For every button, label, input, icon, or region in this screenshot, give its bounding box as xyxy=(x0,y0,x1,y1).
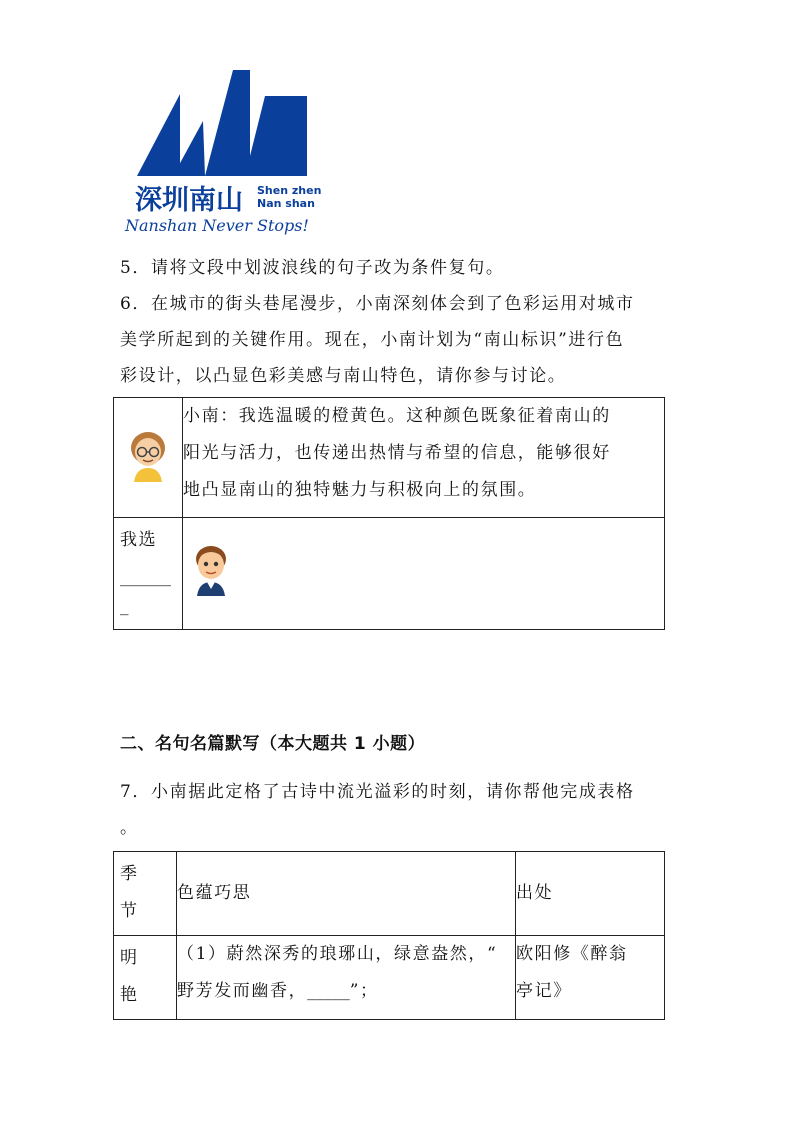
question-6 xyxy=(120,286,680,394)
question-5: 5．请将文段中划波浪线的句子改为条件复句。 xyxy=(120,258,505,278)
choice-blank-tail: _ xyxy=(120,596,131,616)
row-season-char-1: 明 xyxy=(120,948,139,968)
question-6-line-2: 美学所起到的关键作用。现在，小南计划为“南山标识”进行色 xyxy=(120,330,625,350)
header-content: 色蕴巧思 xyxy=(177,852,516,936)
choice-answer xyxy=(243,518,259,522)
dialog-avatar-cell xyxy=(114,398,183,518)
poem-blank[interactable]: _____ xyxy=(307,981,350,1001)
choice-label-cell xyxy=(114,518,183,630)
dialog-speech-cell xyxy=(183,398,665,518)
row-content-line-1: （1）蔚然深秀的琅琊山，绿意盎然，“ xyxy=(177,944,498,964)
girl-with-glasses-avatar-icon xyxy=(128,430,168,482)
dialog-line-1: 小南：我选温暖的橙黄色。这种颜色既象征着南山的 xyxy=(183,406,611,426)
section-2-title: 二、名句名篇默写（本大题共 1 小题） xyxy=(120,734,426,754)
row-source-line-2: 亭记》 xyxy=(516,981,572,1001)
row-source-line-1: 欧阳修《醉翁 xyxy=(516,944,628,964)
row-content-text: 野芳发而幽香， xyxy=(177,981,308,1001)
header-season xyxy=(114,852,177,936)
boy-avatar-icon xyxy=(193,544,229,596)
row-content xyxy=(177,936,516,1020)
row-season-char-2: 艳 xyxy=(120,985,139,1005)
row-source xyxy=(516,936,665,1020)
header-source: 出处 xyxy=(516,852,665,936)
header-season-char-1: 季 xyxy=(120,864,139,884)
logo-slogan: Nanshan Never Stops! xyxy=(125,216,309,235)
logo-brand-en-1: Shen zhen xyxy=(257,184,322,197)
row-season xyxy=(114,936,177,1020)
question-7-line-2: 。 xyxy=(120,818,139,838)
poem-table xyxy=(113,851,665,1020)
logo-brand-cn: 深圳南山 xyxy=(135,185,243,216)
row-content-line-2 xyxy=(177,973,515,1010)
nanshan-logo xyxy=(125,66,325,241)
question-6-line-1: 6．在城市的街头巷尾漫步，小南深刻体会到了色彩运用对城市 xyxy=(120,294,635,314)
dialog-line-3: 地凸显南山的独特魅力与积极向上的氛围。 xyxy=(183,480,537,500)
choice-answer-cell[interactable] xyxy=(183,518,665,630)
dialog-table xyxy=(113,397,665,630)
choice-label: 我选 xyxy=(120,530,158,550)
question-7-line-1: 7．小南据此定格了古诗中流光溢彩的时刻，请你帮他完成表格 xyxy=(120,782,635,802)
logo-brand-en-2: Nan shan xyxy=(257,197,315,210)
dialog-line-2: 阳光与活力，也传递出热情与希望的信息，能够很好 xyxy=(183,443,611,463)
choice-blank[interactable]: ______ xyxy=(120,567,171,587)
header-season-char-2: 节 xyxy=(120,901,139,921)
row-content-end: ”； xyxy=(349,981,379,1001)
question-6-line-3: 彩设计，以凸显色彩美感与南山特色，请你参与讨论。 xyxy=(120,366,567,386)
